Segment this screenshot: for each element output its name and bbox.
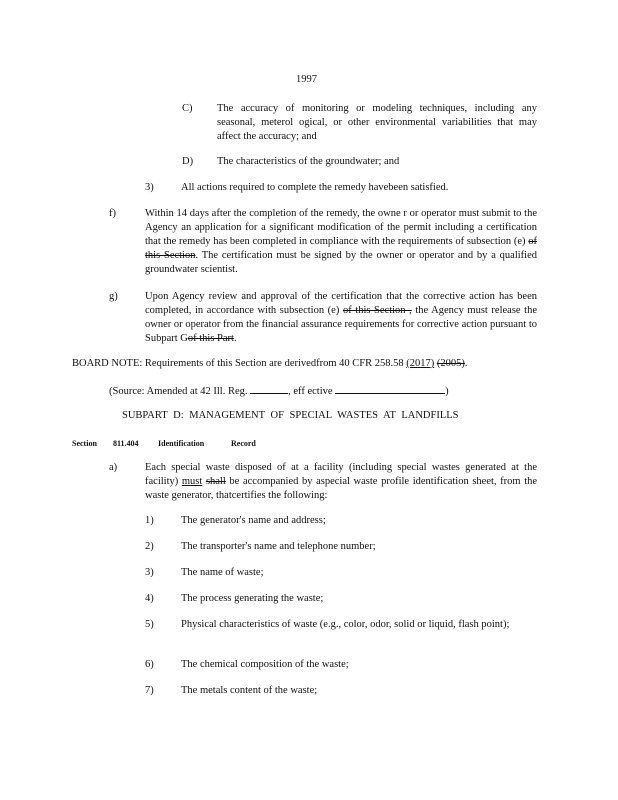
item-f-text: Within 14 days after the completion of the remedy, the owne r or operator must submit to the Agency an application for a significant modification of the permit including a certification that the remedy has been completed in compliance with the requirements of subsection (e) of this Section. The certification must be signed by the owner or operator and by a qualified groundwater scientist.	[145, 208, 538, 275]
list-item-7-num: 7)	[145, 685, 154, 696]
list-item-6-text: The chemical composition of the waste;	[181, 659, 349, 670]
list-item-3-text: The name of waste;	[181, 567, 264, 578]
item-g-struck-part: of this Part	[187, 333, 234, 344]
subpart-heading: SUBPART D: MANAGEMENT OF SPECIAL WASTES AT LANDFILLS	[122, 410, 459, 421]
item-g-text: Upon Agency review and approval of the certification that the corrective action has been completed, in accordance with subsection (e) of this Section , the Agency must release the owner or operator from the financial assurance requirements for corrective action pursuant to Subpart Gof this Part.	[145, 291, 537, 344]
item-f-struck-text: of this Section	[145, 236, 538, 261]
item-d-label: D)	[182, 156, 194, 167]
item-a-text: Each special waste disposed of at a facility (including special wastes generated at the facility) must shall be accompanied by aspecial waste profile identification sheet, from the waste generator, thatcertifies the following:	[145, 462, 538, 501]
item-c-text: The accuracy of monitoring or modeling techniques, including any seasonal, meterol ogical, or other environmental variabilities that may affect the accuracy; and	[217, 103, 537, 142]
list-item-7-text: The metals content of the waste;	[181, 685, 318, 696]
list-item-6-num: 6)	[145, 659, 154, 670]
item-g-struck-text: of this Section ,	[342, 305, 412, 316]
board-note-inserted: (2017)	[406, 358, 435, 369]
list-item-5-text: Physical characteristics of waste (e.g., color, odor, solid or liquid, flash point);	[181, 619, 510, 630]
list-item-4-text: The process generating the waste;	[181, 593, 324, 604]
item-a-struck: shall	[205, 476, 226, 487]
item-c-label: C)	[182, 103, 193, 114]
section-number: 811.404	[113, 439, 139, 448]
section-title-2: Record	[231, 439, 256, 448]
board-note: BOARD NOTE: Requirements of this Section are derivedfrom 40 CFR 258.58 (2017) (2005).	[72, 358, 468, 369]
list-item-2-num: 2)	[145, 541, 154, 552]
list-item-5-num: 5)	[145, 619, 154, 630]
section-title: Identification	[158, 439, 205, 448]
item-f-label: f)	[109, 208, 116, 219]
page-number: 1997	[296, 74, 317, 85]
item-g-label: g)	[109, 291, 118, 302]
source-line: (Source: Amended at 42 Ill. Reg. , eff ective )	[109, 383, 449, 399]
item-3-label: 3)	[145, 182, 154, 193]
item-3-text: All actions required to complete the remedy havebeen satisfied.	[181, 182, 449, 193]
board-note-struck: (2005)	[436, 358, 465, 369]
effective-date-blank	[335, 383, 445, 394]
reg-page-blank	[250, 383, 288, 394]
list-item-2-text: The transporter's name and telephone number;	[181, 541, 376, 552]
list-item-1-num: 1)	[145, 515, 154, 526]
item-a-inserted: must	[181, 476, 203, 487]
list-item-4-num: 4)	[145, 593, 154, 604]
item-a-label: a)	[109, 462, 118, 473]
item-d-text: The characteristics of the groundwater; and	[217, 156, 400, 167]
section-label: Section	[72, 439, 97, 448]
list-item-3-num: 3)	[145, 567, 154, 578]
list-item-1-text: The generator's name and address;	[181, 515, 326, 526]
